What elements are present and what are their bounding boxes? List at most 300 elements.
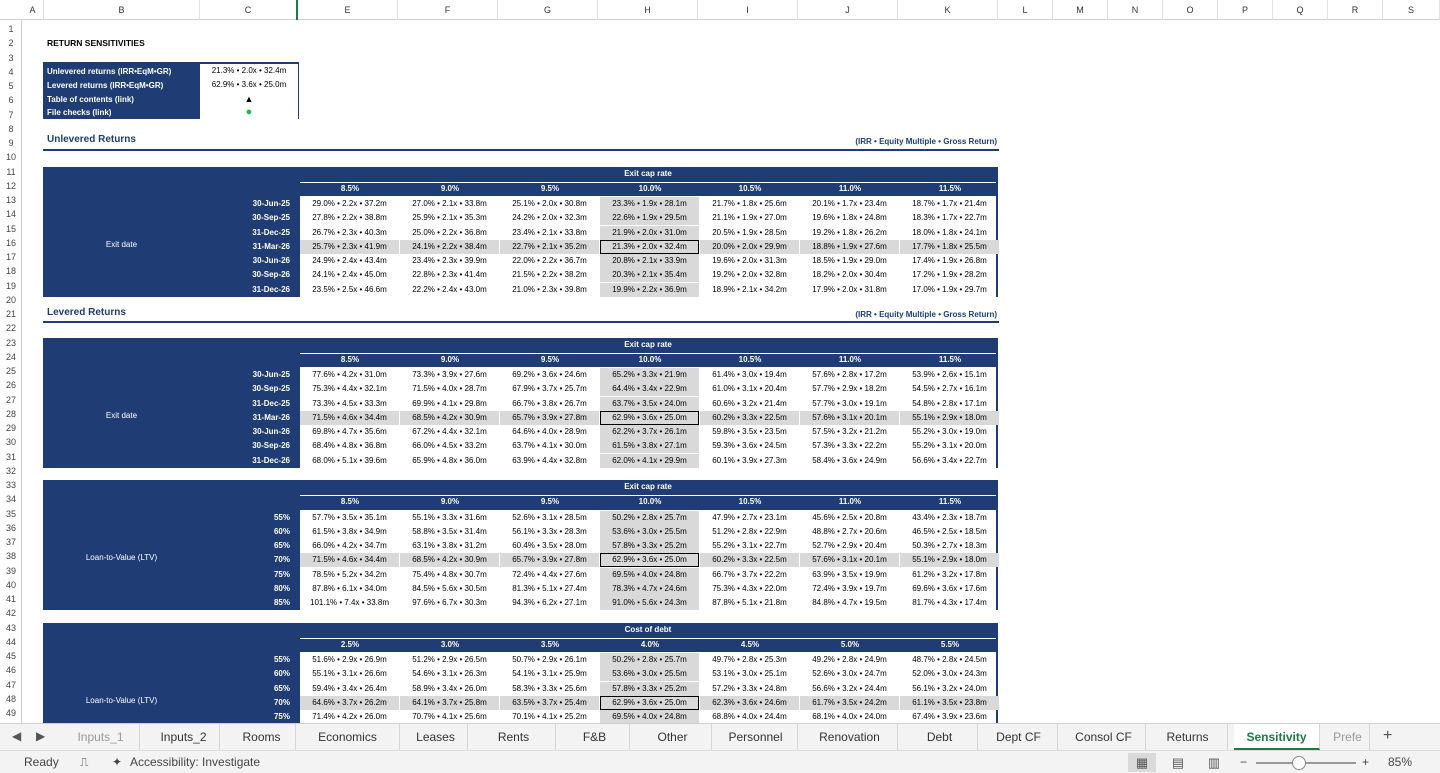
- row-header[interactable]: 14: [5, 209, 16, 220]
- sheet-tab-personnel[interactable]: Personnel: [714, 724, 798, 750]
- table-cell[interactable]: 71.5% • 4.6x • 34.4m: [300, 411, 399, 425]
- table-cell[interactable]: 68.8% • 4.0x • 24.4m: [712, 712, 787, 721]
- table-cell[interactable]: 101.1% • 7.4x • 33.8m: [310, 598, 389, 607]
- table-cell[interactable]: 55.2% • 3.1x • 22.7m: [712, 541, 787, 550]
- table-cell[interactable]: 61.5% • 3.8x • 34.9m: [312, 526, 387, 536]
- row-header[interactable]: 27: [5, 394, 16, 405]
- table-cell[interactable]: 61.7% • 3.5x • 24.2m: [800, 696, 899, 710]
- table-header: Cost of debt: [624, 624, 672, 634]
- table-cell[interactable]: 22.7% • 2.1x • 35.2m: [500, 240, 599, 254]
- table-cell[interactable]: 84.5% • 5.6x • 30.5m: [412, 583, 487, 593]
- row-header[interactable]: 49: [5, 708, 16, 718]
- table-cell[interactable]: 94.3% • 6.2x • 27.1m: [512, 598, 587, 607]
- table-cell[interactable]: 43.4% • 2.3x • 18.7m: [912, 512, 987, 522]
- row-header[interactable]: 8: [8, 123, 14, 134]
- table-cell[interactable]: 52.7% • 2.9x • 20.4m: [812, 541, 887, 550]
- base-case-cell[interactable]: 21.3% • 2.0x • 32.4m: [600, 240, 699, 254]
- table-cell[interactable]: 25.0% • 2.2x • 36.8m: [412, 227, 487, 237]
- table-cell[interactable]: 87.8% • 5.1x • 21.8m: [712, 598, 787, 607]
- table-cell[interactable]: 27.0% • 2.1x • 33.8m: [412, 199, 487, 208]
- table-cell[interactable]: 66.7% • 3.8x • 26.7m: [512, 398, 587, 408]
- table-cell[interactable]: 57.7% • 3.5x • 35.1m: [312, 512, 387, 522]
- column-header-a[interactable]: A: [22, 0, 44, 20]
- row-header[interactable]: 9: [8, 138, 14, 148]
- side-label: Exit date: [105, 410, 138, 420]
- row-header[interactable]: 19: [5, 280, 16, 291]
- table-cell[interactable]: 18.5% • 1.9x • 29.0m: [812, 256, 887, 265]
- row-header[interactable]: 20: [5, 294, 16, 305]
- row-header[interactable]: 21: [5, 309, 16, 319]
- zoom-slider-track[interactable]: [1256, 762, 1356, 764]
- table-cell[interactable]: 64.6% • 3.7x • 26.2m: [300, 696, 399, 710]
- column-header-i[interactable]: I: [698, 0, 798, 20]
- table-cell[interactable]: 20.8% • 2.1x • 33.9m: [600, 254, 699, 268]
- table-cell[interactable]: 47.9% • 2.7x • 23.1m: [712, 512, 787, 522]
- table-cell[interactable]: 17.0% • 1.9x • 29.7m: [912, 284, 987, 294]
- sheet-tab-inputs-1[interactable]: Inputs_1: [62, 724, 140, 750]
- row-header[interactable]: 1: [8, 24, 14, 34]
- table-cell[interactable]: 49.2% • 2.8x • 24.9m: [812, 655, 887, 664]
- row-header[interactable]: 18: [5, 266, 16, 277]
- row-header[interactable]: 26: [5, 380, 16, 391]
- table-cell[interactable]: 18.3% • 1.7x • 22.7m: [912, 213, 987, 223]
- column-label: 3.5%: [540, 639, 560, 649]
- table-cell[interactable]: 56.6% • 3.2x • 24.4m: [812, 683, 887, 693]
- table-cell[interactable]: 54.1% • 3.1x • 25.9m: [512, 669, 587, 679]
- table-cell[interactable]: 53.1% • 3.0x • 25.1m: [712, 669, 787, 679]
- table-cell[interactable]: 49.7% • 2.8x • 25.3m: [712, 655, 787, 664]
- table-cell[interactable]: 22.6% • 1.9x • 29.5m: [600, 211, 699, 225]
- table-cell[interactable]: 24.9% • 2.4x • 43.4m: [312, 256, 387, 265]
- table-cell[interactable]: 51.2% • 2.9x • 26.5m: [412, 655, 487, 664]
- sensitivity-table: [43, 167, 998, 297]
- summary-label-checks: File checks (link): [47, 108, 112, 117]
- table-cell[interactable]: 63.7% • 4.1x • 30.0m: [512, 441, 587, 451]
- row-label: 30-Sep-25: [252, 213, 290, 223]
- table-cell[interactable]: 26.7% • 2.3x • 40.3m: [312, 227, 387, 237]
- row-header[interactable]: 37: [5, 537, 16, 547]
- sheet-tab-renovation[interactable]: Renovation: [802, 724, 898, 750]
- zoom-level[interactable]: 85%: [1388, 755, 1413, 769]
- table-cell[interactable]: 54.6% • 3.1x • 26.3m: [412, 669, 487, 679]
- table-cell[interactable]: 64.4% • 3.4x • 22.9m: [600, 382, 699, 396]
- table-cell[interactable]: 45.6% • 2.5x • 20.8m: [812, 512, 887, 522]
- row-header[interactable]: 7: [8, 109, 14, 120]
- table-cell[interactable]: 56.1% • 3.3x • 28.3m: [512, 526, 587, 536]
- table-cell[interactable]: 50.2% • 2.8x • 25.7m: [600, 511, 699, 525]
- row-header[interactable]: 5: [8, 81, 14, 91]
- table-cell[interactable]: 25.9% • 2.1x • 35.3m: [412, 213, 487, 223]
- column-label: 8.5%: [340, 183, 360, 193]
- table-cell[interactable]: 72.4% • 3.9x • 19.7m: [812, 583, 887, 593]
- base-case-cell[interactable]: 62.9% • 3.6x • 25.0m: [600, 411, 699, 425]
- table-cell[interactable]: 62.0% • 4.1x • 29.9m: [600, 454, 699, 468]
- row-header[interactable]: 12: [5, 180, 16, 191]
- table-cell[interactable]: 61.5% • 3.8x • 27.1m: [600, 439, 699, 453]
- table-cell[interactable]: 60.2% • 3.3x • 22.5m: [700, 411, 799, 425]
- row-header[interactable]: 17: [5, 252, 16, 262]
- table-cell[interactable]: 53.9% • 2.6x • 15.1m: [912, 370, 987, 379]
- column-header-j[interactable]: J: [798, 0, 898, 20]
- table-cell[interactable]: 91.0% • 5.6x • 24.3m: [600, 596, 699, 610]
- column-header-c[interactable]: C: [200, 0, 298, 20]
- table-cell[interactable]: 52.6% • 3.0x • 24.7m: [812, 669, 887, 679]
- table-cell[interactable]: 58.9% • 3.4x • 26.0m: [412, 683, 487, 693]
- zoom-in-icon[interactable]: +: [1362, 755, 1370, 769]
- table-cell[interactable]: 61.1% • 3.5x • 23.8m: [900, 696, 999, 710]
- table-cell[interactable]: 66.0% • 4.2x • 34.7m: [312, 541, 387, 550]
- column-header-l[interactable]: L: [998, 0, 1053, 20]
- row-header[interactable]: 16: [5, 237, 16, 248]
- row-header[interactable]: 25: [5, 366, 16, 376]
- sheet-tab-f-b[interactable]: F&B: [560, 724, 630, 750]
- table-cell[interactable]: 65.9% • 4.8x • 36.0m: [412, 455, 487, 465]
- page-break-view-icon[interactable]: ▥: [1207, 755, 1221, 770]
- table-cell[interactable]: 25.1% • 2.0x • 30.8m: [512, 199, 587, 208]
- table-cell[interactable]: 73.3% • 3.9x • 27.6m: [412, 370, 487, 379]
- row-header[interactable]: 28: [5, 408, 16, 419]
- table-cell[interactable]: 75.3% • 4.4x • 32.1m: [312, 384, 387, 394]
- row-header[interactable]: 44: [5, 636, 16, 647]
- page-layout-view-icon[interactable]: ▤: [1171, 755, 1185, 770]
- table-cell[interactable]: 60.2% • 3.3x • 22.5m: [700, 553, 799, 567]
- column-header-p[interactable]: P: [1218, 0, 1273, 20]
- column-header-b[interactable]: B: [44, 0, 200, 20]
- table-cell[interactable]: 61.2% • 3.2x • 17.8m: [912, 569, 987, 579]
- table-cell[interactable]: 55.1% • 2.9x • 18.0m: [900, 553, 999, 567]
- row-header[interactable]: 13: [5, 195, 16, 205]
- table-cell[interactable]: 52.0% • 3.0x • 24.3m: [912, 669, 987, 679]
- zoom-slider-knob[interactable]: [1292, 756, 1306, 770]
- table-cell[interactable]: 69.2% • 3.6x • 24.6m: [512, 370, 587, 379]
- table-cell[interactable]: 54.8% • 2.8x • 17.1m: [912, 398, 987, 408]
- column-header-m[interactable]: M: [1053, 0, 1108, 20]
- table-cell[interactable]: 19.2% • 2.0x • 32.8m: [712, 270, 787, 280]
- sheet-tab-rooms[interactable]: Rooms: [228, 724, 296, 750]
- row-header[interactable]: 29: [5, 423, 16, 433]
- table-cell[interactable]: 24.1% • 2.4x • 45.0m: [312, 270, 387, 280]
- table-cell[interactable]: 65.7% • 3.9x • 27.8m: [500, 553, 599, 567]
- row-header[interactable]: 34: [5, 494, 16, 505]
- summary-value-unlevered[interactable]: 21.3% • 2.0x • 32.4m: [200, 64, 298, 78]
- row-header[interactable]: 4: [8, 66, 14, 77]
- table-cell[interactable]: 23.4% • 2.3x • 39.9m: [412, 256, 487, 265]
- column-header-r[interactable]: R: [1328, 0, 1383, 20]
- row-label: 30-Sep-26: [252, 270, 290, 280]
- table-cell[interactable]: 24.2% • 2.0x • 32.3m: [512, 213, 587, 223]
- row-header[interactable]: 6: [8, 95, 14, 106]
- row-header[interactable]: 42: [5, 608, 16, 619]
- table-cell[interactable]: 56.6% • 3.4x • 22.7m: [912, 455, 987, 465]
- table-cell[interactable]: 69.5% • 4.0x • 24.8m: [600, 568, 699, 582]
- summary-value-levered[interactable]: 62.9% • 3.6x • 25.0m: [200, 78, 298, 92]
- row-header[interactable]: 3: [8, 52, 14, 63]
- row-header[interactable]: 43: [5, 622, 16, 633]
- table-cell[interactable]: 21.0% • 2.3x • 39.8m: [512, 284, 587, 294]
- table-cell[interactable]: 60.6% • 3.2x • 21.4m: [712, 398, 787, 408]
- table-cell[interactable]: 70.7% • 4.1x • 25.6m: [412, 712, 487, 721]
- table-cell[interactable]: 17.9% • 2.0x • 31.8m: [812, 284, 887, 294]
- macro-icon[interactable]: ⎍: [80, 755, 89, 769]
- row-header[interactable]: 36: [5, 522, 16, 533]
- sheet-tab-dept-cf[interactable]: Dept CF: [980, 724, 1058, 750]
- table-cell[interactable]: 19.2% • 1.8x • 26.2m: [812, 227, 887, 237]
- table-cell[interactable]: 68.5% • 4.2x • 30.9m: [400, 553, 499, 567]
- row-header[interactable]: 30: [5, 437, 16, 448]
- table-cell[interactable]: 51.2% • 2.8x • 22.9m: [712, 526, 787, 536]
- row-label: 31-Mar-26: [252, 241, 290, 251]
- table-cell[interactable]: 63.9% • 4.4x • 32.8m: [512, 455, 587, 465]
- table-cell[interactable]: 68.4% • 4.8x • 36.8m: [312, 441, 387, 451]
- file-checks-ok-icon[interactable]: ●: [200, 105, 298, 119]
- row-header[interactable]: 47: [5, 679, 16, 690]
- table-cell[interactable]: 57.6% • 3.1x • 20.1m: [800, 411, 899, 425]
- column-label: 10.0%: [638, 497, 662, 507]
- row-header[interactable]: 46: [5, 665, 16, 676]
- table-cell[interactable]: 57.8% • 3.3x • 25.2m: [600, 682, 699, 696]
- row-header[interactable]: 33: [5, 480, 16, 490]
- table-cell[interactable]: 59.3% • 3.6x • 24.5m: [712, 441, 787, 451]
- table-cell[interactable]: 23.4% • 2.1x • 33.8m: [512, 227, 587, 237]
- table-cell[interactable]: 53.6% • 3.0x • 25.5m: [600, 525, 699, 539]
- row-header[interactable]: 31: [5, 451, 16, 462]
- table-cell[interactable]: 19.6% • 1.8x • 24.8m: [812, 213, 887, 223]
- sheet-tab-leases[interactable]: Leases: [404, 724, 468, 750]
- header-divider: [300, 495, 996, 496]
- table-cell[interactable]: 58.3% • 3.3x • 25.6m: [512, 683, 587, 693]
- table-cell[interactable]: 18.7% • 1.7x • 21.4m: [912, 199, 987, 208]
- table-cell[interactable]: 69.9% • 4.1x • 29.8m: [412, 398, 487, 408]
- table-cell[interactable]: 17.4% • 1.9x • 26.8m: [912, 256, 987, 265]
- table-cell[interactable]: 21.7% • 1.8x • 25.6m: [712, 199, 787, 208]
- table-cell[interactable]: 22.0% • 2.2x • 36.7m: [512, 256, 587, 265]
- table-cell[interactable]: 55.1% • 3.3x • 31.6m: [412, 512, 487, 522]
- table-cell[interactable]: 18.9% • 2.1x • 34.2m: [712, 284, 787, 294]
- table-cell[interactable]: 63.7% • 3.5x • 24.0m: [600, 397, 699, 411]
- table-cell[interactable]: 75.4% • 4.8x • 30.7m: [412, 569, 487, 579]
- table-cell[interactable]: 68.0% • 5.1x • 39.6m: [312, 455, 387, 465]
- table-cell[interactable]: 25.7% • 2.3x • 41.9m: [300, 240, 399, 254]
- table-cell[interactable]: 63.9% • 3.5x • 19.9m: [812, 569, 887, 579]
- table-cell[interactable]: 50.2% • 2.8x • 25.7m: [600, 653, 699, 667]
- table-cell[interactable]: 57.5% • 3.2x • 21.2m: [812, 427, 887, 436]
- table-cell[interactable]: 63.5% • 3.7x • 25.4m: [500, 696, 599, 710]
- next-sheet-icon[interactable]: ▶: [36, 729, 46, 743]
- table-cell[interactable]: 60.1% • 3.9x • 27.3m: [712, 455, 787, 465]
- table-cell[interactable]: 57.7% • 3.0x • 19.1m: [812, 398, 887, 408]
- table-cell[interactable]: 58.8% • 3.5x • 31.4m: [412, 526, 487, 536]
- table-cell[interactable]: 18.8% • 1.9x • 27.6m: [800, 240, 899, 254]
- row-header[interactable]: 35: [5, 508, 16, 519]
- table-cell[interactable]: 56.1% • 3.2x • 24.0m: [912, 683, 987, 693]
- table-cell[interactable]: 71.4% • 4.2x • 26.0m: [312, 712, 387, 721]
- table-cell[interactable]: 57.8% • 3.3x • 25.2m: [600, 539, 699, 553]
- column-header-k[interactable]: K: [898, 0, 998, 20]
- zoom-out-icon[interactable]: −: [1240, 755, 1248, 769]
- row-header[interactable]: 23: [5, 337, 16, 348]
- column-header-q[interactable]: Q: [1273, 0, 1328, 20]
- table-cell[interactable]: 57.2% • 3.3x • 24.8m: [712, 683, 787, 693]
- table-cell[interactable]: 22.2% • 2.4x • 43.0m: [412, 284, 487, 294]
- table-cell[interactable]: 20.1% • 1.7x • 23.4m: [812, 199, 887, 208]
- table-cell[interactable]: 57.6% • 2.8x • 17.2m: [812, 370, 887, 379]
- table-cell[interactable]: 20.3% • 2.1x • 35.4m: [600, 268, 699, 282]
- table-cell[interactable]: 62.3% • 3.6x • 24.6m: [700, 696, 799, 710]
- accessibility-icon[interactable]: ✦: [112, 755, 123, 769]
- table-cell[interactable]: 57.3% • 3.3x • 22.2m: [812, 441, 887, 451]
- prev-sheet-icon[interactable]: ◀: [12, 729, 22, 743]
- table-cell[interactable]: 50.3% • 2.7x • 18.3m: [912, 541, 987, 550]
- row-header[interactable]: 11: [6, 166, 16, 177]
- table-cell[interactable]: 97.6% • 6.7x • 30.3m: [412, 598, 487, 607]
- table-cell[interactable]: 17.7% • 1.8x • 25.5m: [900, 240, 999, 254]
- add-sheet-icon[interactable]: +: [1383, 727, 1393, 744]
- table-cell[interactable]: 24.1% • 2.2x • 38.4m: [400, 240, 499, 254]
- row-label: 55%: [273, 655, 290, 664]
- table-cell[interactable]: 87.8% • 6.1x • 34.0m: [312, 583, 387, 593]
- table-cell[interactable]: 48.7% • 2.8x • 24.5m: [912, 655, 987, 664]
- toc-link-icon[interactable]: ▲: [200, 92, 298, 106]
- table-cell[interactable]: 67.2% • 4.4x • 32.1m: [412, 427, 487, 436]
- table-cell[interactable]: 67.4% • 3.9x • 23.6m: [912, 712, 987, 721]
- table-cell[interactable]: 19.6% • 2.0x • 31.3m: [712, 256, 787, 265]
- table-cell[interactable]: 69.8% • 4.7x • 35.6m: [312, 427, 387, 436]
- table-cell[interactable]: 52.6% • 3.1x • 28.5m: [512, 512, 587, 522]
- table-cell[interactable]: 69.6% • 3.6x • 17.6m: [912, 583, 987, 593]
- table-cell[interactable]: 46.5% • 2.5x • 18.5m: [912, 526, 987, 536]
- table-cell[interactable]: 61.0% • 3.1x • 20.4m: [712, 384, 787, 394]
- table-cell[interactable]: 18.2% • 2.0x • 30.4m: [812, 270, 887, 280]
- table-cell[interactable]: 21.9% • 2.0x • 31.0m: [600, 226, 699, 240]
- sheet-tab-consol-cf[interactable]: Consol CF: [1062, 724, 1146, 750]
- table-cell[interactable]: 19.9% • 2.2x • 36.9m: [600, 283, 699, 297]
- table-cell[interactable]: 23.3% • 1.9x • 28.1m: [600, 197, 699, 211]
- table-cell[interactable]: 71.5% • 4.6x • 34.4m: [300, 553, 399, 567]
- table-cell[interactable]: 77.6% • 4.2x • 31.0m: [312, 370, 387, 379]
- table-cell[interactable]: 68.1% • 4.0x • 24.0m: [812, 712, 887, 721]
- table-cell[interactable]: 61.4% • 3.0x • 19.4m: [712, 370, 787, 379]
- column-header-n[interactable]: N: [1108, 0, 1163, 20]
- sheet-tab-debt[interactable]: Debt: [902, 724, 978, 750]
- table-cell[interactable]: 20.5% • 1.9x • 28.5m: [712, 227, 787, 237]
- column-header-h[interactable]: H: [598, 0, 698, 20]
- table-cell[interactable]: 21.5% • 2.2x • 38.2m: [512, 270, 587, 280]
- table-cell[interactable]: 75.3% • 4.3x • 22.0m: [712, 583, 787, 593]
- sheet-tab-other[interactable]: Other: [634, 724, 712, 750]
- table-cell[interactable]: 27.8% • 2.2x • 38.8m: [312, 213, 387, 223]
- table-cell[interactable]: 67.9% • 3.7x • 25.7m: [512, 384, 587, 394]
- base-case-cell[interactable]: 62.9% • 3.6x • 25.0m: [600, 696, 699, 710]
- table-cell[interactable]: 57.7% • 2.9x • 18.2m: [812, 384, 887, 394]
- row-header[interactable]: 38: [5, 551, 16, 562]
- table-cell[interactable]: 65.2% • 3.3x • 21.9m: [600, 368, 699, 382]
- sheet-tab-sensitivity[interactable]: Sensitivity: [1234, 724, 1320, 750]
- row-header[interactable]: 15: [5, 223, 16, 234]
- section-rule-levered: [43, 321, 999, 323]
- table-cell[interactable]: 66.0% • 4.5x • 33.2m: [412, 441, 487, 451]
- table-cell[interactable]: 69.5% • 4.0x • 24.8m: [600, 710, 699, 723]
- table-cell[interactable]: 59.8% • 3.5x • 23.5m: [712, 427, 787, 436]
- table-cell[interactable]: 63.1% • 3.8x • 31.2m: [412, 541, 487, 550]
- sheet-grid[interactable]: [23, 21, 1440, 723]
- table-cell[interactable]: 21.1% • 1.9x • 27.0m: [712, 213, 787, 223]
- row-header[interactable]: 24: [5, 351, 16, 362]
- table-cell[interactable]: 29.0% • 2.2x • 37.2m: [312, 199, 387, 208]
- column-header-s[interactable]: S: [1383, 0, 1440, 20]
- table-cell[interactable]: 53.6% • 3.0x • 25.5m: [600, 667, 699, 681]
- table-cell[interactable]: 62.2% • 3.7x • 26.1m: [600, 425, 699, 439]
- column-header-e[interactable]: E: [298, 0, 398, 20]
- table-cell[interactable]: 78.3% • 4.7x • 24.6m: [600, 582, 699, 596]
- row-header[interactable]: 39: [5, 565, 16, 576]
- table-cell[interactable]: 57.6% • 3.1x • 20.1m: [800, 553, 899, 567]
- table-cell[interactable]: 70.1% • 4.1x • 25.2m: [512, 712, 587, 721]
- table-cell[interactable]: 68.5% • 4.2x • 30.9m: [400, 411, 499, 425]
- row-header[interactable]: 41: [5, 594, 16, 604]
- base-case-cell[interactable]: 62.9% • 3.6x • 25.0m: [600, 553, 699, 567]
- table-cell[interactable]: 71.5% • 4.0x • 28.7m: [412, 384, 487, 394]
- table-cell[interactable]: 20.0% • 2.0x • 29.9m: [700, 240, 799, 254]
- table-cell[interactable]: 50.7% • 2.9x • 26.1m: [512, 655, 587, 664]
- row-header[interactable]: 40: [5, 579, 16, 590]
- table-header: Exit cap rate: [624, 482, 672, 491]
- table-cell[interactable]: 84.8% • 4.7x • 19.5m: [812, 598, 887, 607]
- table-cell[interactable]: 51.6% • 2.9x • 26.9m: [312, 655, 387, 664]
- row-header[interactable]: 22: [5, 323, 16, 334]
- table-cell[interactable]: 64.1% • 3.7x • 25.8m: [400, 696, 499, 710]
- row-header[interactable]: 10: [5, 152, 16, 163]
- table-cell[interactable]: 66.7% • 3.7x • 22.2m: [712, 569, 787, 579]
- table-cell[interactable]: 55.2% • 3.1x • 20.0m: [912, 441, 987, 451]
- sheet-tab-inputs-2[interactable]: Inputs_2: [148, 724, 220, 750]
- table-cell[interactable]: 55.1% • 2.9x • 18.0m: [900, 411, 999, 425]
- row-header[interactable]: 2: [8, 38, 14, 49]
- column-header-o[interactable]: O: [1163, 0, 1218, 20]
- table-cell[interactable]: 58.4% • 3.6x • 24.9m: [812, 455, 887, 465]
- column-label: 8.5%: [340, 497, 360, 507]
- table-cell[interactable]: 81.7% • 4.3x • 17.4m: [912, 598, 987, 607]
- table-cell[interactable]: 54.5% • 2.7x • 16.1m: [912, 384, 987, 394]
- table-cell[interactable]: 65.7% • 3.9x • 27.8m: [500, 411, 599, 425]
- table-cell[interactable]: 59.4% • 3.4x • 26.4m: [312, 683, 387, 693]
- column-label: 11.0%: [838, 354, 862, 364]
- sheet-tab-rents[interactable]: Rents: [472, 724, 556, 750]
- table-cell[interactable]: 60.4% • 3.5x • 28.0m: [512, 541, 587, 550]
- column-header-f[interactable]: F: [398, 0, 498, 20]
- sheet-tab-prefe[interactable]: Prefe: [1326, 724, 1370, 750]
- row-header[interactable]: 32: [5, 465, 16, 476]
- table-cell[interactable]: 81.3% • 5.1x • 27.4m: [512, 583, 587, 593]
- table-cell[interactable]: 22.8% • 2.3x • 41.4m: [412, 270, 487, 280]
- table-cell[interactable]: 18.0% • 1.8x • 24.1m: [912, 227, 987, 237]
- accessibility-status[interactable]: Accessibility: Investigate: [130, 755, 261, 769]
- table-cell[interactable]: 17.2% • 1.9x • 28.2m: [912, 270, 987, 280]
- table-cell[interactable]: 64.6% • 4.0x • 28.9m: [512, 427, 587, 436]
- sheet-tab-returns[interactable]: Returns: [1148, 724, 1228, 750]
- table-cell[interactable]: 55.2% • 3.0x • 19.0m: [912, 427, 987, 436]
- column-header-g[interactable]: G: [498, 0, 598, 20]
- table-cell[interactable]: 73.3% • 4.5x • 33.3m: [312, 398, 387, 408]
- table-cell[interactable]: 72.4% • 4.4x • 27.6m: [512, 569, 587, 579]
- table-cell[interactable]: 78.5% • 5.2x • 34.2m: [312, 569, 387, 579]
- row-header[interactable]: 48: [5, 693, 16, 704]
- table-cell[interactable]: 48.8% • 2.7x • 20.6m: [812, 526, 887, 536]
- table-cell[interactable]: 55.1% • 3.1x • 26.6m: [312, 669, 387, 679]
- table-cell[interactable]: 23.5% • 2.5x • 46.6m: [312, 284, 387, 294]
- normal-view-icon[interactable]: ▦: [1128, 753, 1156, 772]
- sheet-tab-economics[interactable]: Economics: [296, 724, 400, 750]
- row-header[interactable]: 45: [5, 651, 16, 661]
